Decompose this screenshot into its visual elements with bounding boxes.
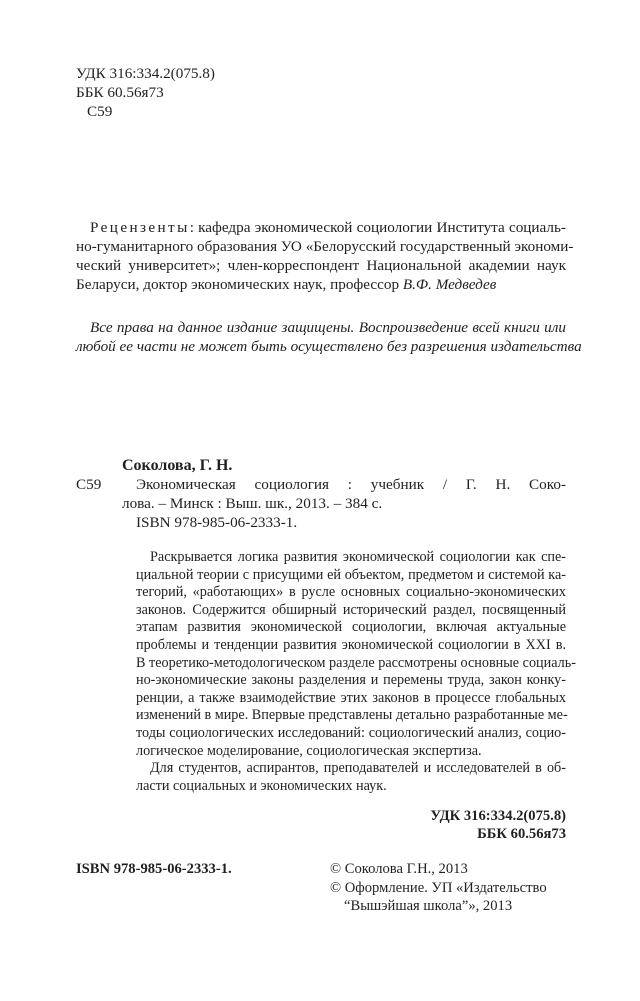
abstract-line-2: циальной теории с присущими ей объектом, предметом и системой ка- xyxy=(136,566,566,583)
reviewers-line-3: ческий университет»; член-корреспондент Национальной академии наук xyxy=(76,257,566,274)
bbk-code: ББК 60.56я73 xyxy=(76,84,164,101)
abstract-line-8: но-экономические законы разделения и перемены труда, закон конку- xyxy=(136,672,566,689)
top-codes xyxy=(76,64,215,121)
reviewers-line-1: Рецензенты: кафедра экономической социологии Института социаль- xyxy=(90,219,566,236)
reviewers-label: Рецензенты xyxy=(90,219,190,236)
abstract-line-4: законов. Содержится обширный исторический раздел, посвященный xyxy=(136,601,566,618)
copyright-author: © Соколова Г.Н., 2013 xyxy=(330,861,468,877)
abstract xyxy=(136,549,576,795)
reviewers-line-4: Беларуси, доктор экономических наук, профессор В.Ф. Медведев xyxy=(76,276,497,293)
abstract-line-10: изменений в мире. Впервые представлены детально разработанные ме- xyxy=(136,707,568,724)
copyright-design-1: © Оформление. УП «Издательство xyxy=(330,879,547,896)
udk-code: УДК 316:334.2(075.8) xyxy=(76,65,215,82)
author-mark: С59 xyxy=(87,103,113,120)
bottom-udk-code: УДК 316:334.2(075.8) xyxy=(430,808,566,824)
rights-notice xyxy=(76,318,582,356)
abstract-line-11: тоды социологических исследований: социологический анализ, социо- xyxy=(136,724,566,741)
audience-line-2: ласти социальных и экономических наук. xyxy=(136,777,387,794)
catalog-mark: С59 xyxy=(76,476,102,493)
catalog-line-1: Экономическая социология : учебник / Г. Н. Соко- xyxy=(136,476,566,493)
abstract-line-6: проблемы и тенденции развития экономической социологии в XXI в. xyxy=(136,636,566,653)
abstract-line-9: ренции, а также взаимодействие этих законов в процессе глобальных xyxy=(136,689,566,706)
reviewer-name: В.Ф. Медведев xyxy=(402,276,497,293)
abstract-line-7: В теоретико-методологическом разделе рассмотрены основные социаль- xyxy=(136,654,576,671)
catalog-line-2: лова. – Минск : Выш. шк., 2013. – 384 с. xyxy=(122,495,383,512)
rights-line-1: Все права на данное издание защищены. Воспроизведение всей книги или xyxy=(90,319,566,336)
abstract-line-1: Раскрывается логика развития экономической социологии как спе- xyxy=(150,549,566,565)
abstract-line-3: тегорий, «работающих» в русле основных социально-экономических xyxy=(136,584,566,601)
bottom-bbk-code: ББК 60.56я73 xyxy=(477,826,566,842)
reviewers-line-2: но-гуманитарного образования УО «Белорусский государственный экономи- xyxy=(76,238,574,255)
copyright-block xyxy=(330,860,547,916)
rights-line-2: любой ее части не может быть осуществлено без разрешения издательства xyxy=(76,338,582,355)
copyright-design-2: “Вышэйшая школа”», 2013 xyxy=(344,898,513,915)
catalog-entry xyxy=(122,475,566,532)
catalog-author: Соколова, Г. Н. xyxy=(122,457,233,474)
bottom-codes xyxy=(430,807,566,843)
footer-isbn: ISBN 978-985-06-2333-1. xyxy=(76,861,232,877)
audience-line-1: Для студентов, аспирантов, преподавателей и исследователей в об- xyxy=(150,760,566,777)
abstract-line-12: логическое моделирование, социологическая экспертиза. xyxy=(136,742,482,759)
catalog-isbn: ISBN 978-985-06-2333-1. xyxy=(136,514,298,531)
reviewers-block xyxy=(76,218,574,294)
abstract-line-5: этапам развития экономической социологии, включая актуальные xyxy=(136,619,566,636)
